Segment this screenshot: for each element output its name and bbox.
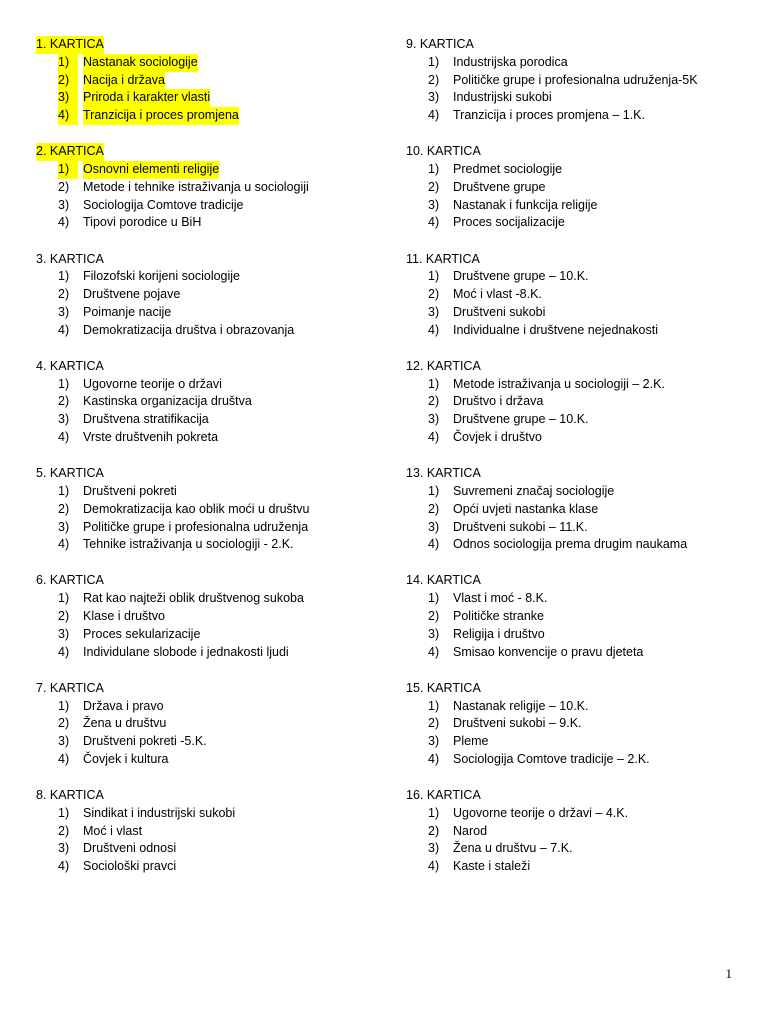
- list-item-number: 2): [58, 72, 78, 90]
- list-item: [36, 197, 396, 215]
- list-item-text: Čovjek i kultura: [83, 751, 169, 766]
- right-column: [406, 36, 746, 894]
- left-column: [36, 36, 396, 894]
- list-item-text: Sociologija Comtove tradicije: [83, 197, 244, 212]
- list-item: [406, 858, 746, 876]
- list-item-text: Društveni pokreti: [83, 483, 177, 498]
- list-item-text: Metode i tehnike istraživanja u sociologiji: [83, 179, 309, 194]
- list-item: [406, 751, 746, 769]
- list-item: [406, 161, 746, 179]
- list-item-number: 1): [58, 805, 70, 820]
- card-item-list: [406, 268, 746, 339]
- card-item-list: [36, 268, 396, 339]
- card-item-list: [406, 805, 746, 876]
- list-item: [36, 501, 396, 519]
- list-item: [36, 733, 396, 751]
- list-item-number: 4): [428, 322, 440, 337]
- list-item-number: 1): [428, 376, 440, 391]
- list-item-text: Nastanak religije – 10.K.: [453, 698, 589, 713]
- list-item-text: Tehnike istraživanja u sociologiji - 2.K.: [83, 537, 294, 552]
- list-item-number: 1): [428, 162, 440, 177]
- card-item-list: [36, 161, 396, 232]
- list-item-text: Moć i vlast -8.K.: [453, 287, 542, 302]
- list-item-text: Proces socijalizacije: [453, 215, 565, 230]
- list-item-number: 3): [428, 90, 440, 105]
- list-item-text: Društvo i država: [453, 394, 544, 409]
- list-item-number: 1): [58, 54, 78, 72]
- list-item-number: 1): [428, 591, 440, 606]
- list-item-number: 2): [58, 394, 70, 409]
- list-item: [406, 501, 746, 519]
- list-item-text: Društvene pojave: [83, 287, 181, 302]
- list-item-number: 1): [58, 161, 78, 179]
- list-item: [406, 590, 746, 608]
- list-item-number: 3): [428, 519, 440, 534]
- list-item-number: 3): [58, 412, 70, 427]
- list-item: [406, 805, 746, 823]
- list-item-text: Priroda i karakter vlasti: [83, 89, 210, 107]
- list-item-text: Političke grupe i profesionalna udruženja-5K: [453, 72, 698, 87]
- list-item-text: Individulane slobode i jednakosti ljudi: [83, 644, 289, 659]
- list-item-text: Metode istraživanja u sociologiji – 2.K.: [453, 376, 665, 391]
- list-item: [36, 72, 396, 90]
- list-item-number: 4): [58, 644, 70, 659]
- card-item-list: [406, 590, 746, 661]
- list-item-number: 3): [428, 197, 440, 212]
- list-item-number: 4): [58, 107, 78, 125]
- list-item-number: 2): [58, 287, 70, 302]
- list-item-number: 3): [428, 304, 440, 319]
- list-item: [36, 214, 396, 232]
- list-item-number: 4): [58, 751, 70, 766]
- card: [36, 143, 396, 250]
- list-item-text: Tipovi porodice u BiH: [83, 215, 202, 230]
- list-item-text: Nacija i država: [83, 72, 165, 90]
- list-item: [406, 393, 746, 411]
- list-item: [406, 268, 746, 286]
- card-item-list: [406, 54, 746, 125]
- list-item-text: Proces sekularizacije: [83, 626, 201, 641]
- list-item-number: 2): [58, 716, 70, 731]
- list-item: [36, 840, 396, 858]
- list-item-text: Nastanak sociologije: [83, 54, 198, 72]
- list-item: [36, 715, 396, 733]
- list-item: [36, 304, 396, 322]
- list-item-number: 4): [428, 644, 440, 659]
- list-item-number: 4): [428, 751, 440, 766]
- list-item: [406, 54, 746, 72]
- list-item: [406, 107, 746, 125]
- list-item-number: 3): [58, 841, 70, 856]
- list-item: [36, 590, 396, 608]
- list-item-text: Moć i vlast: [83, 823, 143, 838]
- list-item: [406, 286, 746, 304]
- card: [36, 572, 396, 679]
- list-item: [36, 626, 396, 644]
- list-item: [406, 197, 746, 215]
- card-title: 12. KARTICA: [406, 358, 481, 373]
- list-item: [36, 805, 396, 823]
- card: [406, 251, 746, 358]
- list-item: [406, 715, 746, 733]
- list-item-number: 3): [428, 412, 440, 427]
- list-item: [406, 644, 746, 662]
- list-item: [406, 411, 746, 429]
- list-item: [36, 179, 396, 197]
- card-item-list: [406, 698, 746, 769]
- list-item-text: Osnovni elementi religije: [83, 161, 219, 179]
- list-item: [36, 698, 396, 716]
- list-item-text: Ugovorne teorije o državi – 4.K.: [453, 805, 629, 820]
- list-item-text: Društveni pokreti -5.K.: [83, 734, 207, 749]
- card: [406, 143, 746, 250]
- list-item: [406, 823, 746, 841]
- list-item-number: 3): [58, 197, 70, 212]
- list-item-text: Sindikat i industrijski sukobi: [83, 805, 236, 820]
- card-item-list: [36, 805, 396, 876]
- list-item-number: 4): [428, 108, 440, 123]
- list-item-number: 3): [58, 734, 70, 749]
- list-item: [406, 429, 746, 447]
- list-item-text: Političke grupe i profesionalna udruženja: [83, 519, 309, 534]
- card-item-list: [406, 376, 746, 447]
- card-title: 13. KARTICA: [406, 466, 481, 481]
- card-title: 1. KARTICA: [36, 36, 104, 54]
- list-item-number: 2): [58, 179, 70, 194]
- list-item: [36, 161, 396, 179]
- list-item-text: Žena u društvu: [83, 716, 167, 731]
- list-item-number: 4): [428, 215, 440, 230]
- card-title: 3. KARTICA: [36, 251, 104, 266]
- list-item-number: 2): [428, 609, 440, 624]
- card-title: 7. KARTICA: [36, 680, 104, 695]
- list-item-number: 2): [428, 287, 440, 302]
- list-item-number: 2): [428, 716, 440, 731]
- list-item-text: Čovjek i društvo: [453, 430, 542, 445]
- list-item-number: 1): [428, 269, 440, 284]
- list-item-text: Kastinska organizacija društva: [83, 394, 252, 409]
- list-item-number: 3): [58, 519, 70, 534]
- list-item: [36, 519, 396, 537]
- list-item: [406, 322, 746, 340]
- list-item-text: Rat kao najteži oblik društvenog sukoba: [83, 591, 304, 606]
- list-item-number: 4): [58, 215, 70, 230]
- card-item-list: [36, 698, 396, 769]
- list-item-text: Država i pravo: [83, 698, 164, 713]
- list-item-text: Tranzicija i proces promjena – 1.K.: [453, 108, 645, 123]
- list-item: [406, 376, 746, 394]
- list-item-number: 2): [428, 394, 440, 409]
- list-item-number: 1): [428, 54, 440, 69]
- card: [406, 680, 746, 787]
- list-item: [36, 751, 396, 769]
- list-item: [36, 536, 396, 554]
- list-item-number: 4): [58, 537, 70, 552]
- list-item-number: 3): [428, 734, 440, 749]
- list-item-text: Društveni sukobi – 9.K.: [453, 716, 582, 731]
- list-item-text: Društvene grupe – 10.K.: [453, 412, 589, 427]
- card-title: 5. KARTICA: [36, 466, 104, 481]
- list-item: [406, 840, 746, 858]
- list-item: [36, 858, 396, 876]
- list-item-text: Demokratizacija društva i obrazovanja: [83, 322, 295, 337]
- list-item-text: Industrijski sukobi: [453, 90, 552, 105]
- list-item: [36, 411, 396, 429]
- list-item-text: Industrijska porodica: [453, 54, 568, 69]
- list-item-number: 3): [58, 304, 70, 319]
- list-item-text: Klase i društvo: [83, 609, 165, 624]
- list-item-text: Smisao konvencije o pravu djeteta: [453, 644, 644, 659]
- list-item-text: Vrste društvenih pokreta: [83, 430, 219, 445]
- list-item-number: 2): [428, 823, 440, 838]
- card-title: 2. KARTICA: [36, 143, 104, 161]
- list-item: [406, 214, 746, 232]
- card-item-list: [406, 483, 746, 554]
- list-item-number: 1): [58, 591, 70, 606]
- list-item: [36, 644, 396, 662]
- card-title: 4. KARTICA: [36, 358, 104, 373]
- list-item: [406, 72, 746, 90]
- list-item-text: Društveni sukobi – 11.K.: [453, 519, 588, 534]
- list-item: [36, 268, 396, 286]
- list-item-number: 2): [58, 501, 70, 516]
- list-item: [406, 519, 746, 537]
- list-item-text: Društveni sukobi: [453, 304, 546, 319]
- card-title: 11. KARTICA: [406, 251, 480, 266]
- list-item-text: Žena u društvu – 7.K.: [453, 841, 573, 856]
- list-item: [406, 179, 746, 197]
- list-item-text: Tranzicija i proces promjena: [83, 107, 239, 125]
- card: [36, 251, 396, 358]
- list-item: [36, 54, 396, 72]
- list-item: [36, 322, 396, 340]
- list-item-number: 1): [428, 698, 440, 713]
- list-item-text: Ugovorne teorije o državi: [83, 376, 222, 391]
- list-item: [36, 107, 396, 125]
- list-item-text: Društvene grupe – 10.K.: [453, 269, 589, 284]
- list-item-text: Demokratizacija kao oblik moći u društvu: [83, 501, 310, 516]
- list-item-text: Nastanak i funkcija religije: [453, 197, 598, 212]
- list-item-text: Individualne i društvene nejednakosti: [453, 322, 658, 337]
- card: [406, 572, 746, 679]
- card-title: 10. KARTICA: [406, 144, 481, 159]
- card: [406, 787, 746, 894]
- card: [36, 787, 396, 894]
- list-item-number: 2): [58, 609, 70, 624]
- list-item-text: Vlast i moć - 8.K.: [453, 591, 548, 606]
- list-item-number: 3): [428, 841, 440, 856]
- list-item-number: 4): [58, 430, 70, 445]
- list-item-number: 1): [58, 269, 70, 284]
- list-item: [36, 89, 396, 107]
- list-item-number: 1): [58, 376, 70, 391]
- list-item-number: 1): [428, 483, 440, 498]
- list-item-number: 3): [428, 626, 440, 641]
- list-item-text: Poimanje nacije: [83, 304, 172, 319]
- list-item-text: Sociologija Comtove tradicije – 2.K.: [453, 751, 650, 766]
- card: [36, 358, 396, 465]
- list-item-text: Opći uvjeti nastanka klase: [453, 501, 599, 516]
- list-item: [406, 483, 746, 501]
- list-item-number: 4): [58, 859, 70, 874]
- card: [36, 36, 396, 143]
- list-item-text: Političke stranke: [453, 609, 545, 624]
- list-item: [36, 429, 396, 447]
- card-title: 14. KARTICA: [406, 573, 481, 588]
- card-item-list: [36, 483, 396, 554]
- list-item: [36, 608, 396, 626]
- list-item-text: Sociološki pravci: [83, 859, 177, 874]
- list-item-number: 3): [58, 626, 70, 641]
- list-item-number: 2): [428, 501, 440, 516]
- card: [36, 680, 396, 787]
- list-item-text: Društvena stratifikacija: [83, 412, 209, 427]
- card-title: 15. KARTICA: [406, 680, 481, 695]
- card-item-list: [406, 161, 746, 232]
- list-item-text: Suvremeni značaj sociologije: [453, 483, 615, 498]
- card: [406, 36, 746, 143]
- card-title: 9. KARTICA: [406, 37, 474, 51]
- list-item: [36, 393, 396, 411]
- list-item: [406, 698, 746, 716]
- card-item-list: [36, 590, 396, 661]
- card-item-list: [36, 54, 396, 125]
- list-item-text: Predmet sociologije: [453, 162, 563, 177]
- list-item-number: 1): [428, 805, 440, 820]
- list-item-number: 2): [58, 823, 70, 838]
- list-item-number: 4): [428, 537, 440, 552]
- list-item: [406, 89, 746, 107]
- list-item-text: Kaste i staleži: [453, 859, 531, 874]
- card: [406, 465, 746, 572]
- list-item-text: Društveni odnosi: [83, 841, 177, 856]
- list-item: [406, 733, 746, 751]
- list-item: [36, 286, 396, 304]
- list-item-number: 2): [428, 72, 440, 87]
- list-item-text: Narod: [453, 823, 488, 838]
- list-item: [406, 536, 746, 554]
- list-item-number: 1): [58, 483, 70, 498]
- list-item: [36, 376, 396, 394]
- card-item-list: [36, 376, 396, 447]
- card-title: 16. KARTICA: [406, 788, 481, 803]
- list-item-number: 4): [58, 322, 70, 337]
- list-item-text: Religija i društvo: [453, 626, 545, 641]
- list-item-text: Društvene grupe: [453, 179, 546, 194]
- list-item-number: 4): [428, 430, 440, 445]
- list-item: [406, 304, 746, 322]
- list-item-text: Pleme: [453, 734, 489, 749]
- card-title: 8. KARTICA: [36, 788, 104, 803]
- card: [406, 358, 746, 465]
- list-item-number: 3): [58, 89, 78, 107]
- page-number: 1: [725, 966, 732, 981]
- list-item: [36, 483, 396, 501]
- list-item-text: Filozofski korijeni sociologije: [83, 269, 241, 284]
- list-item-number: 2): [428, 179, 440, 194]
- list-item-number: 1): [58, 698, 70, 713]
- list-item: [406, 608, 746, 626]
- card-title: 6. KARTICA: [36, 573, 104, 588]
- list-item-number: 4): [428, 859, 440, 874]
- list-item: [406, 626, 746, 644]
- card: [36, 465, 396, 572]
- list-item-text: Odnos sociologija prema drugim naukama: [453, 537, 688, 552]
- list-item: [36, 823, 396, 841]
